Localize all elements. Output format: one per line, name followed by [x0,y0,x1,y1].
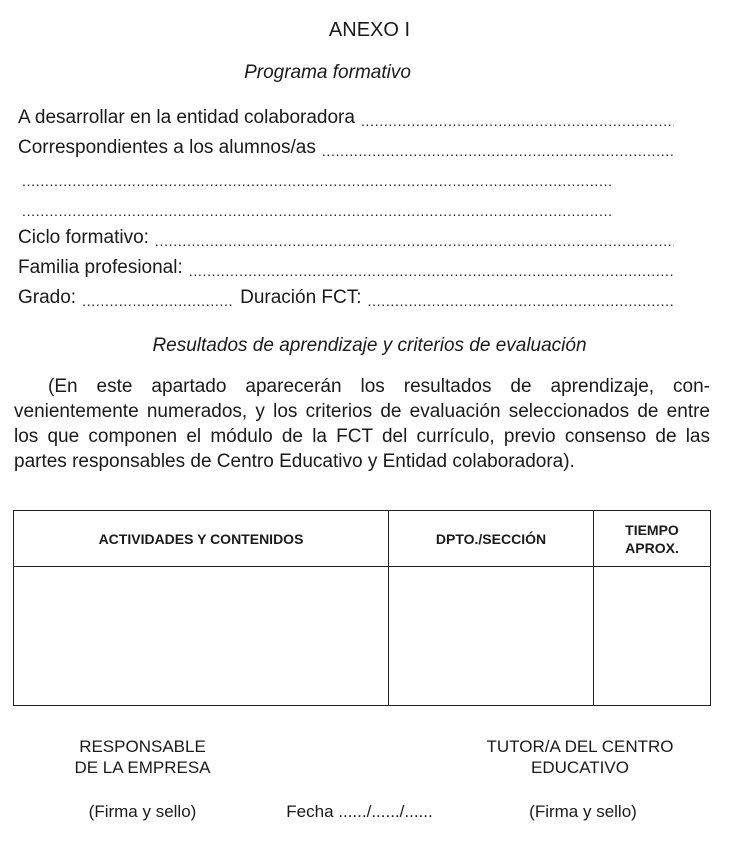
col-actividades-header: ACTIVIDADES Y CONTENIDOS [14,511,389,567]
field-grado-label: Grado: [18,287,77,308]
field-entidad [18,103,674,129]
signature-tutor-line1: TUTOR/A DEL CENTRO [486,737,674,756]
fecha-field: Fecha ....../....../...... [286,802,433,821]
field-blank-2 [22,193,674,219]
field-entidad-label: A desarrollar en la entidad colaboradora [18,107,355,128]
dotted-blank [368,289,674,309]
field-familia [18,253,674,279]
cell-tiempo [594,567,711,706]
cell-actividades [14,567,389,706]
firma-empresa: (Firma y sello) [88,802,197,821]
field-alumnos [18,133,674,159]
table-header-row [14,511,711,567]
signature-empresa-line1: RESPONSABLE [79,737,206,756]
signature-empresa [40,736,245,778]
section-paragraph [14,374,710,474]
document-subtitle: Programa formativo [244,62,411,83]
signature-empresa-line2: DE LA EMPRESA [74,758,211,777]
field-grado-duracion [18,283,674,309]
signature-tutor-line2: EDUCATIVO [531,758,629,777]
dotted-blank [82,289,232,309]
field-ciclo-label: Ciclo formativo: [18,227,149,248]
dotted-blank [155,229,674,249]
signature-tutor [460,736,700,778]
field-duracion-label: Duración FCT: [240,287,362,308]
dotted-blank [22,199,674,219]
field-ciclo [18,223,674,249]
document-title: ANEXO I [328,19,411,41]
dotted-blank [189,259,674,279]
dotted-blank [322,139,674,159]
firma-tutor: (Firma y sello) [529,802,637,821]
col-tiempo-header [594,511,711,567]
col-tiempo-line2: APROX. [625,539,679,556]
col-dpto-header: DPTO./SECCIÓN [389,511,594,567]
cell-dpto [389,567,594,706]
dotted-blank [22,169,674,189]
col-tiempo-line1: TIEMPO [625,521,679,538]
field-familia-label: Familia profesional: [18,257,183,278]
activities-table [13,510,711,706]
section-title: Resultados de aprendizaje y criterios de evaluación [152,335,587,356]
field-blank-1 [22,163,674,189]
field-alumnos-label: Correspondientes a los alumnos/as [18,137,316,158]
dotted-blank [361,109,674,129]
table-row [14,567,711,706]
section-paragraph-text: (En este apartado aparecerán los resultados de aprendizaje, convenientemente numerados, y los criterios de evaluación seleccionados de entre los que componen el módulo de la FCT del currículo, previo consenso de las partes responsables de Centro Educativo y Entidad colaboradora). [14,376,710,472]
